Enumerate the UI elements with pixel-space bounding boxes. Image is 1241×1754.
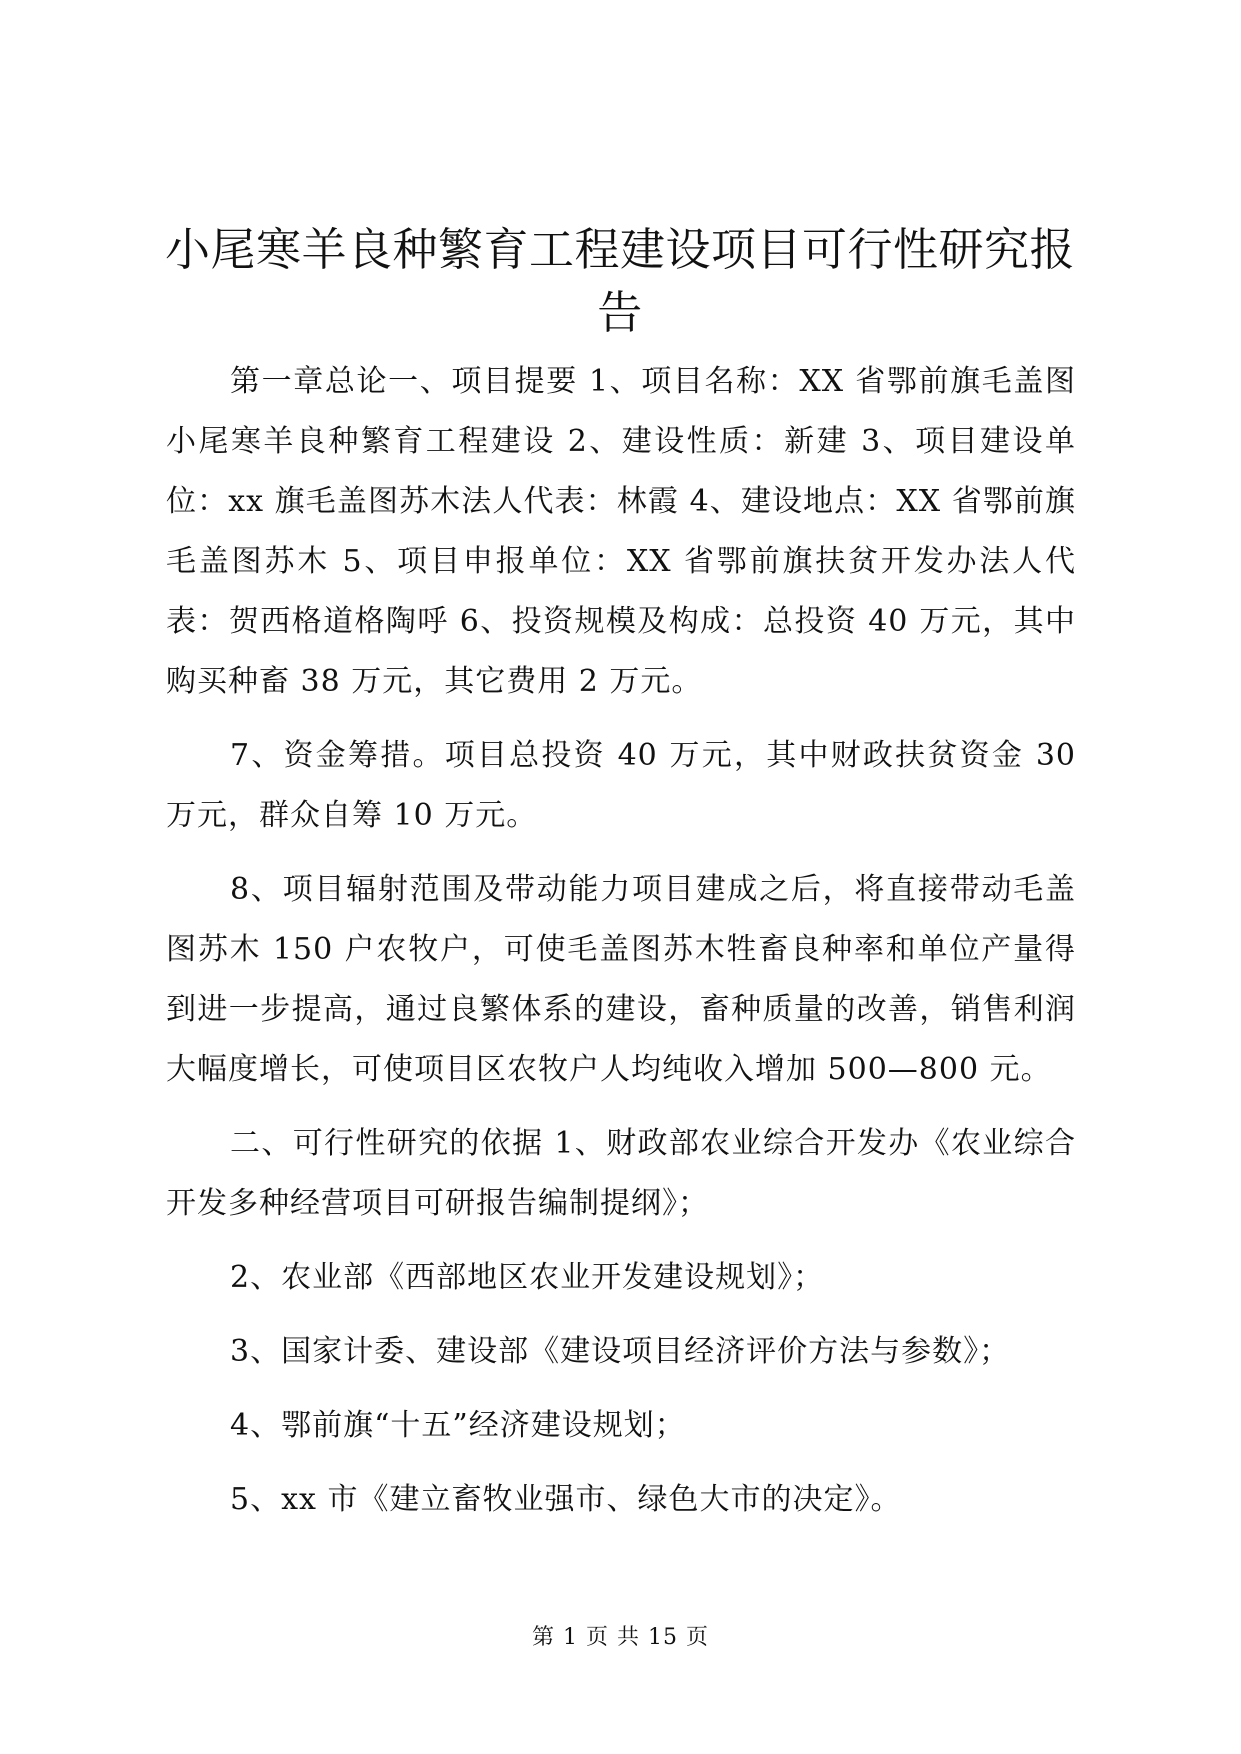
- paragraph: 3、国家计委、建设部《建设项目经济评价方法与参数》；: [230, 1334, 1011, 1369]
- paragraph: 5、xx 市《建立畜牧业强市、绿色大市的决定》。: [230, 1482, 902, 1517]
- document-title: 小尾寒羊良种繁育工程建设项目可行性研究报告: [164, 223, 1075, 339]
- paragraph: 二、可行性研究的依据 1、财政部农业综合开发办《农业综合开发多种经营项目可研报告编制提纲》；: [166, 1126, 1076, 1221]
- paragraph: 4、鄂前旗“十五”经济建设规划；: [230, 1408, 686, 1443]
- paragraph: 7、资金筹措。项目总投资 40 万元，其中财政扶贫资金 30 万元，群众自筹 10 万元。: [166, 738, 1076, 833]
- page-number-footer: 第 1 页 共 15 页: [532, 1625, 709, 1650]
- paragraph: 第一章总论一、项目提要 1、项目名称：XX 省鄂前旗毛盖图小尾寒羊良种繁育工程建设 2、建设性质：新建 3、项目建设单位：xx 旗毛盖图苏木法人代表：林霞 4、建设地点：XX 省鄂前旗毛盖图苏木 5、项目申报单位：XX 省鄂前旗扶贫开发办法人代表：贺西格道格陶呼 6、投资规模及构成：总投资 40 万元，其中购买种畜 38 万元，其它费用 2 万元。: [166, 364, 1076, 699]
- paragraph: 8、项目辐射范围及带动能力项目建成之后，将直接带动毛盖图苏木 150 户农牧户，可使毛盖图苏木牲畜良种率和单位产量得到进一步提高，通过良繁体系的建设，畜种质量的改善，销售利润大幅度增长，可使项目区农牧户人均纯收入增加 500—800 元。: [166, 872, 1076, 1087]
- document-body: [166, 352, 1076, 1544]
- paragraph: 2、农业部《西部地区农业开发建设规划》；: [230, 1260, 825, 1295]
